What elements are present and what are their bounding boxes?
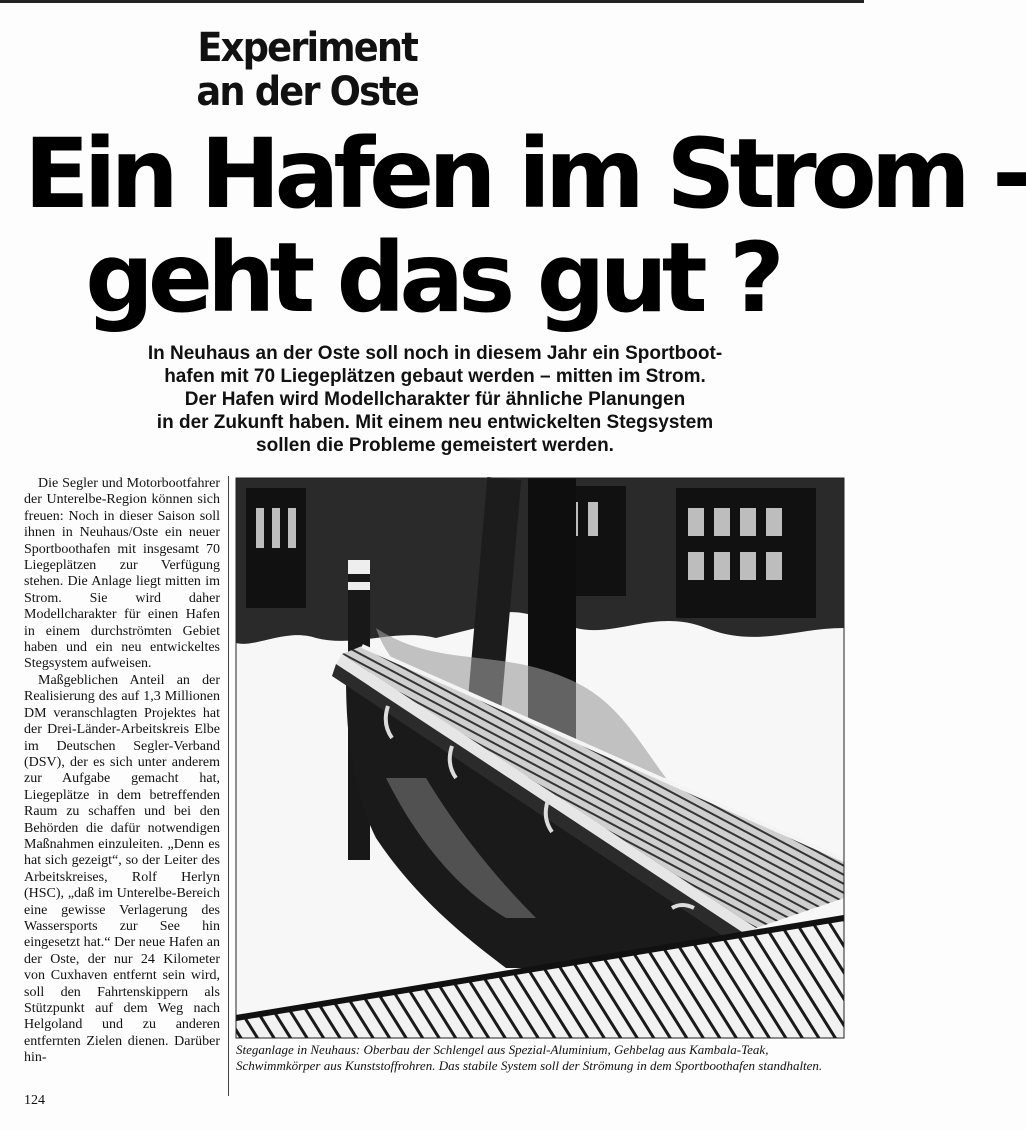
pier-photo-illustration xyxy=(236,478,844,1038)
headline-line-2: geht das gut ? xyxy=(85,222,779,334)
headline xyxy=(24,118,1026,334)
body-column xyxy=(24,476,220,1067)
body-paragraph-1: Die Segler und Motorbootfahrer der Unterelbe-Region können sich freuen: Noch in dieser Saison soll ihnen in Neuhaus/Oste ein neuer Sportboothafen mit insgesamt 70 Liegeplätzen zur Verfügung stehen. Die Anlage liegt mitten im Strom. Sie wird daher Modellcharakter für einen Hafen in einem durchströmten Gebiet haben und ein neu entwickeltes Stegsystem aufweisen. xyxy=(24,476,220,672)
kicker-line-2: an der Oste xyxy=(196,69,419,115)
lead-line-1: In Neuhaus an der Oste soll noch in diesem Jahr ein Sportboot- xyxy=(147,343,723,364)
column-divider xyxy=(228,476,229,1096)
photo-caption: Steganlage in Neuhaus: Oberbau der Schlengel aus Spezial-Aluminium, Gehbelag aus Kambala-Teak, Schwimmkörper aus Kunststoffrohren. Das stabile System soll der Strömung in dem Sportboothafen standhalten. xyxy=(236,1042,823,1073)
lead-line-4: in der Zukunft haben. Mit einem neu entwickelten Stegsystem xyxy=(156,412,714,433)
kicker xyxy=(160,26,454,114)
lead-paragraph xyxy=(60,342,810,457)
kicker-line-1: Experiment xyxy=(197,25,418,71)
lead-line-2: hafen mit 70 Liegeplätzen gebaut werden – mitten im Strom. xyxy=(164,366,706,387)
page-number: 124 xyxy=(24,1093,45,1108)
headline-line-1: Ein Hafen im Strom - xyxy=(24,118,1026,230)
body-paragraph-2: Maßgeblichen Anteil an der Realisierung des auf 1,3 Millionen DM veranschlagten Projektes hat der Drei-Länder-Arbeitskreis Elbe im Deutschen Segler-Verband (DSV), der es sich unter anderem zur Aufgabe gemacht hat, Liegeplätze in dem betreffenden Raum zu schaffen und bei den Behörden die dafür notwendigen Maßnahmen einzuleiten. „Denn es hat sich gezeigt“, so der Leiter des Arbeitskreises, Rolf Herlyn (HSC), „daß im Unterelbe-Bereich eine gewisse Verlagerung des Wassersports zur See hin eingesetzt hat.“ Der neue Hafen an der Oste, der nur 24 Kilometer von Cuxhaven entfernt sein wird, soll den Fahrtenskippern als Stützpunkt auf dem Weg nach Helgoland und zu anderen entfernten Zielen dienen. Darüber hin- xyxy=(24,672,220,1066)
lead-line-3: Der Hafen wird Modellcharakter für ähnliche Planungen xyxy=(184,389,686,410)
harbor-photo xyxy=(236,478,844,1038)
lead-line-5: sollen die Probleme gemeistert werden. xyxy=(256,435,614,456)
top-rule xyxy=(0,0,864,3)
